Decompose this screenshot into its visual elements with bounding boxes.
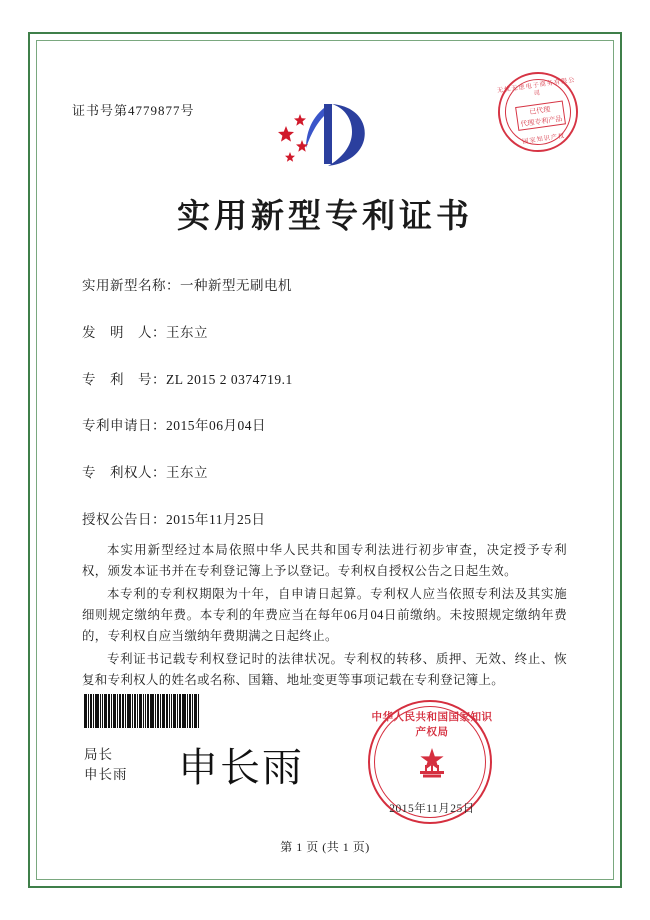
- page-title: 实用新型专利证书: [177, 199, 473, 235]
- barcode: [84, 694, 239, 728]
- field-grant-announcement-date: [82, 508, 266, 528]
- field-label: 实用新型名称：: [82, 278, 180, 293]
- field-utility-model-name: [82, 274, 292, 294]
- certificate-body: [82, 540, 567, 693]
- body-paragraph-2: 本专利的专利权期限为十年，自申请日起算。专利权人应当依照专利法及其实施细则规定缴纳年费。本专利的年费应当在每年06月04日前缴纳。未按照规定缴纳年费的，专利权自应当缴纳年费期满之日起终止。: [82, 587, 567, 643]
- director-signature: 申长雨: [178, 745, 304, 790]
- director-label: 局长: [84, 747, 113, 762]
- agency-seal-bottom-text: 国家知识产权: [521, 132, 566, 146]
- agency-seal-mid-text: 已代理 代理专利产品: [515, 100, 566, 130]
- director-block: [84, 745, 128, 785]
- seal-date: 2015年11月25日: [389, 803, 475, 815]
- field-value: 一种新型无刷电机: [180, 278, 292, 293]
- field-value: ZL 2015 2 0374719.1: [166, 372, 293, 387]
- national-emblem-icon: [412, 744, 452, 784]
- field-application-date: [82, 414, 266, 434]
- field-label: 授权公告日：: [82, 512, 166, 527]
- field-value: 2015年06月04日: [166, 418, 266, 433]
- field-label: 专 利 号：: [82, 372, 166, 387]
- field-inventor: [82, 321, 208, 341]
- field-patent-number: [82, 368, 293, 388]
- director-name: 申长雨: [84, 767, 128, 782]
- agency-seal-top-text: 无忧无虑电子商务有限公司: [496, 76, 576, 98]
- field-patentee: [82, 461, 208, 481]
- sipo-logo-icon: [272, 96, 380, 172]
- field-value: 王东立: [166, 325, 208, 340]
- field-value: 2015年11月25日: [166, 512, 266, 527]
- page-footer: 第 1 页 (共 1 页): [280, 840, 370, 854]
- body-paragraph-3: 专利证书记载专利权登记时的法律状况。专利权的转移、质押、无效、终止、恢复和专利权人的姓名或名称、国籍、地址变更等事项记载在专利登记簿上。: [82, 652, 567, 687]
- body-paragraph-1: 本实用新型经过本局依照中华人民共和国专利法进行初步审查，决定授予专利权，颁发本证书并在专利登记簿上予以登记。专利权自授权公告之日起生效。: [82, 543, 567, 578]
- field-label: 发 明 人：: [82, 325, 166, 340]
- field-value: 王东立: [166, 465, 208, 480]
- field-label: 专 利权人：: [82, 465, 166, 480]
- field-label: 专利申请日：: [82, 418, 166, 433]
- certificate-number: 证书号第4779877号: [72, 103, 195, 118]
- national-seal-text: 中华人民共和国国家知识产权局: [371, 712, 493, 738]
